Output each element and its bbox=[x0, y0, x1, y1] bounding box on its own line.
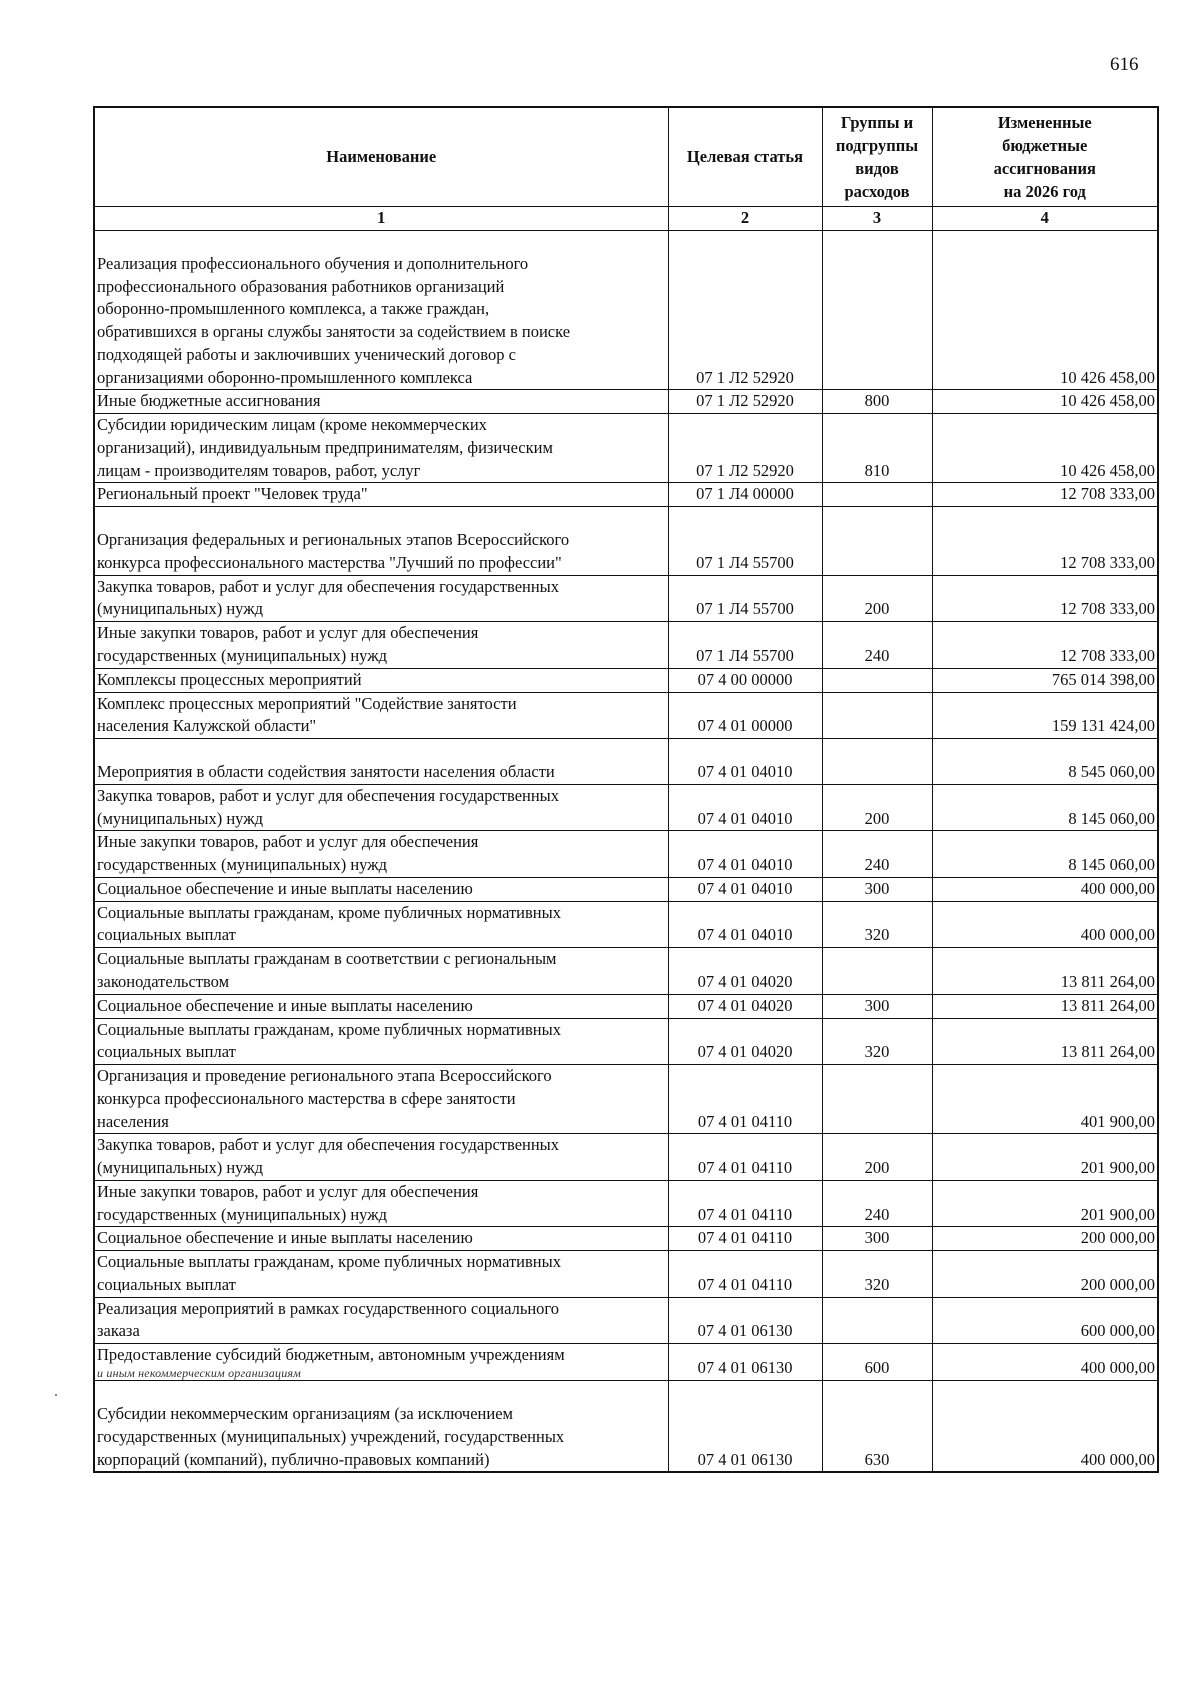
row-expense-group bbox=[822, 1297, 932, 1344]
row-name-line: Социальные выплаты гражданам, кроме публичных нормативных bbox=[97, 902, 561, 922]
row-amount: 200 000,00 bbox=[932, 1251, 1158, 1298]
row-expense-group: 300 bbox=[822, 877, 932, 901]
row-target-code: 07 4 00 00000 bbox=[668, 668, 822, 692]
row-expense-group bbox=[822, 692, 932, 739]
row-amount: 10 426 458,00 bbox=[932, 414, 1158, 483]
row-name-line: Иные закупки товаров, работ и услуг для обеспечения bbox=[97, 623, 479, 643]
row-amount: 13 811 264,00 bbox=[932, 994, 1158, 1018]
row-expense-group bbox=[822, 507, 932, 576]
row-name bbox=[94, 1381, 668, 1473]
row-expense-group bbox=[822, 668, 932, 692]
row-target-code: 07 4 01 04020 bbox=[668, 948, 822, 995]
row-name-line: Реализация профессионального обучения и дополнительного bbox=[97, 253, 529, 273]
row-target-code: 07 4 01 04020 bbox=[668, 1018, 822, 1065]
row-target-code: 07 4 01 00000 bbox=[668, 692, 822, 739]
row-target-code: 07 4 01 06130 bbox=[668, 1381, 822, 1473]
row-name-line: Иные закупки товаров, работ и услуг для обеспечения bbox=[97, 832, 479, 852]
row-expense-group: 240 bbox=[822, 831, 932, 878]
row-name bbox=[94, 831, 668, 878]
header-name: Наименование bbox=[94, 107, 668, 207]
row-name-line: обратившихся в органы службы занятости за содействием в поиске bbox=[97, 322, 571, 342]
row-amount: 400 000,00 bbox=[932, 877, 1158, 901]
row-expense-group: 240 bbox=[822, 1180, 932, 1227]
row-target-code: 07 1 Л4 00000 bbox=[668, 483, 822, 507]
row-target-code: 07 1 Л4 55700 bbox=[668, 507, 822, 576]
table-row bbox=[94, 901, 1158, 948]
row-name-line: Реализация мероприятий в рамках государственного социального bbox=[97, 1298, 560, 1318]
row-name bbox=[94, 1251, 668, 1298]
row-name-line: Мероприятия в области содействия занятости населения области bbox=[97, 762, 555, 782]
row-amount: 200 000,00 bbox=[932, 1227, 1158, 1251]
row-name bbox=[94, 739, 668, 785]
row-target-code: 07 4 01 04010 bbox=[668, 877, 822, 901]
row-expense-group bbox=[822, 483, 932, 507]
row-name-line: Иные закупки товаров, работ и услуг для обеспечения bbox=[97, 1181, 479, 1201]
row-name-line: Субсидии некоммерческим организациям (за исключением bbox=[97, 1404, 513, 1424]
row-name-line: Комплексы процессных мероприятий bbox=[97, 669, 362, 689]
row-target-code: 07 4 01 04010 bbox=[668, 831, 822, 878]
row-name-line: населения bbox=[97, 1111, 169, 1131]
row-amount: 12 708 333,00 bbox=[932, 575, 1158, 622]
row-name-line: государственных (муниципальных) нужд bbox=[97, 855, 387, 875]
header-groups-line: видов bbox=[855, 159, 899, 178]
row-target-code: 07 4 01 04110 bbox=[668, 1134, 822, 1181]
row-name-line: оборонно-промышленного комплекса, а также граждан, bbox=[97, 299, 490, 319]
row-target-code: 07 1 Л2 52920 bbox=[668, 230, 822, 390]
table-row bbox=[94, 948, 1158, 995]
row-expense-group bbox=[822, 230, 932, 390]
row-name bbox=[94, 414, 668, 483]
row-name bbox=[94, 901, 668, 948]
row-amount: 12 708 333,00 bbox=[932, 483, 1158, 507]
row-name bbox=[94, 575, 668, 622]
row-name-line: организациями оборонно-промышленного комплекса bbox=[97, 367, 473, 387]
table-row bbox=[94, 994, 1158, 1018]
row-name bbox=[94, 784, 668, 831]
row-name-line: населения Калужской области" bbox=[97, 716, 317, 736]
row-target-code: 07 1 Л2 52920 bbox=[668, 414, 822, 483]
table-row bbox=[94, 831, 1158, 878]
row-name-line: Закупка товаров, работ и услуг для обеспечения государственных bbox=[97, 1135, 560, 1155]
row-name-line: (муниципальных) нужд bbox=[97, 599, 264, 619]
row-target-code: 07 4 01 04010 bbox=[668, 739, 822, 785]
row-name bbox=[94, 1018, 668, 1065]
row-name-line: Социальные выплаты гражданам, кроме публичных нормативных bbox=[97, 1019, 561, 1039]
row-name bbox=[94, 390, 668, 414]
row-expense-group: 630 bbox=[822, 1381, 932, 1473]
row-name bbox=[94, 1344, 668, 1381]
row-amount: 12 708 333,00 bbox=[932, 507, 1158, 576]
table-row bbox=[94, 784, 1158, 831]
table-row bbox=[94, 1297, 1158, 1344]
row-name bbox=[94, 1297, 668, 1344]
row-amount: 13 811 264,00 bbox=[932, 1018, 1158, 1065]
row-target-code: 07 1 Л4 55700 bbox=[668, 575, 822, 622]
row-expense-group bbox=[822, 948, 932, 995]
table-row bbox=[94, 1381, 1158, 1473]
row-name-line: Региональный проект "Человек труда" bbox=[97, 484, 368, 504]
scan-speck bbox=[55, 1394, 57, 1396]
row-target-code: 07 4 01 04110 bbox=[668, 1180, 822, 1227]
row-name-line: лицам - производителям товаров, работ, услуг bbox=[97, 460, 421, 480]
row-amount: 201 900,00 bbox=[932, 1180, 1158, 1227]
header-alloc-line: бюджетные bbox=[1002, 135, 1088, 155]
row-amount: 8 145 060,00 bbox=[932, 784, 1158, 831]
row-name-line: конкурса профессионального мастерства "Лучший по профессии" bbox=[97, 552, 562, 572]
table-header bbox=[94, 107, 1158, 230]
row-name-line: Социальное обеспечение и иные выплаты населению bbox=[97, 995, 473, 1015]
row-target-code: 07 4 01 06130 bbox=[668, 1297, 822, 1344]
row-target-code: 07 4 01 04020 bbox=[668, 994, 822, 1018]
row-name bbox=[94, 877, 668, 901]
row-expense-group: 200 bbox=[822, 784, 932, 831]
table-row bbox=[94, 668, 1158, 692]
row-name-line: социальных выплат bbox=[97, 1274, 236, 1294]
row-target-code: 07 4 01 06130 bbox=[668, 1344, 822, 1381]
row-name-line: Комплекс процессных мероприятий "Содействие занятости bbox=[97, 693, 517, 713]
table-row bbox=[94, 877, 1158, 901]
table-row bbox=[94, 1251, 1158, 1298]
row-name bbox=[94, 948, 668, 995]
table-row bbox=[94, 507, 1158, 576]
table-row bbox=[94, 1180, 1158, 1227]
header-col-number: 2 bbox=[668, 207, 822, 231]
row-expense-group: 600 bbox=[822, 1344, 932, 1381]
row-expense-group: 320 bbox=[822, 1251, 932, 1298]
row-name bbox=[94, 1227, 668, 1251]
row-amount: 400 000,00 bbox=[932, 1344, 1158, 1381]
row-name-line: профессионального образования работников организаций bbox=[97, 276, 505, 296]
header-groups-line: Группы и bbox=[840, 112, 914, 132]
row-target-code: 07 4 01 04010 bbox=[668, 784, 822, 831]
row-expense-group: 320 bbox=[822, 1018, 932, 1065]
row-name-line: Организация федеральных и региональных этапов Всероссийского bbox=[97, 530, 570, 550]
row-name-line: социальных выплат bbox=[97, 1042, 236, 1062]
header-col-number: 4 bbox=[932, 207, 1158, 231]
row-name bbox=[94, 1134, 668, 1181]
row-target-code: 07 1 Л4 55700 bbox=[668, 622, 822, 669]
table-row bbox=[94, 739, 1158, 785]
row-name-line: государственных (муниципальных) учреждений, государственных bbox=[97, 1426, 565, 1446]
row-name-line: (муниципальных) нужд bbox=[97, 808, 264, 828]
row-name-line: (муниципальных) нужд bbox=[97, 1158, 264, 1178]
row-expense-group: 240 bbox=[822, 622, 932, 669]
row-target-code: 07 4 01 04110 bbox=[668, 1065, 822, 1134]
table-row bbox=[94, 575, 1158, 622]
table-row bbox=[94, 1134, 1158, 1181]
row-amount: 600 000,00 bbox=[932, 1297, 1158, 1344]
row-target-code: 07 4 01 04110 bbox=[668, 1227, 822, 1251]
table-row bbox=[94, 390, 1158, 414]
table-row bbox=[94, 1344, 1158, 1381]
table-row bbox=[94, 414, 1158, 483]
row-expense-group bbox=[822, 739, 932, 785]
header-alloc-line: на 2026 год bbox=[1003, 182, 1086, 202]
row-expense-group: 300 bbox=[822, 994, 932, 1018]
row-amount: 400 000,00 bbox=[932, 1381, 1158, 1473]
table-row bbox=[94, 622, 1158, 669]
row-name-line: Предоставление субсидий бюджетным, автономным учреждениям bbox=[97, 1345, 565, 1365]
row-amount: 159 131 424,00 bbox=[932, 692, 1158, 739]
row-name-line: Организация и проведение регионального этапа Всероссийского bbox=[97, 1066, 552, 1086]
row-amount: 10 426 458,00 bbox=[932, 390, 1158, 414]
budget-table bbox=[93, 106, 1159, 1473]
row-amount: 765 014 398,00 bbox=[932, 668, 1158, 692]
row-target-code: 07 4 01 04010 bbox=[668, 901, 822, 948]
row-expense-group: 810 bbox=[822, 414, 932, 483]
row-name bbox=[94, 483, 668, 507]
page-number: 616 bbox=[1110, 54, 1139, 75]
row-amount: 10 426 458,00 bbox=[932, 230, 1158, 390]
header-groups-line: расходов bbox=[844, 182, 910, 202]
row-name bbox=[94, 1180, 668, 1227]
row-expense-group: 320 bbox=[822, 901, 932, 948]
row-name-line: Социальное обеспечение и иные выплаты населению bbox=[97, 1228, 473, 1248]
table-row bbox=[94, 1227, 1158, 1251]
row-expense-group: 300 bbox=[822, 1227, 932, 1251]
table-row bbox=[94, 1065, 1158, 1134]
row-expense-group: 200 bbox=[822, 575, 932, 622]
row-name-line: Субсидии юридическим лицам (кроме некоммерческих bbox=[97, 415, 487, 435]
header-expense-groups bbox=[822, 107, 932, 207]
row-name bbox=[94, 668, 668, 692]
row-name-line: социальных выплат bbox=[97, 925, 236, 945]
row-name-line: Закупка товаров, работ и услуг для обеспечения государственных bbox=[97, 785, 560, 805]
row-name-line: Закупка товаров, работ и услуг для обеспечения государственных bbox=[97, 576, 560, 596]
table-row bbox=[94, 230, 1158, 390]
row-name bbox=[94, 692, 668, 739]
row-name-line: организаций), индивидуальным предпринимателям, физическим bbox=[97, 437, 553, 457]
row-name bbox=[94, 1065, 668, 1134]
header-groups-line: подгруппы bbox=[835, 135, 919, 155]
table-body bbox=[94, 230, 1158, 1472]
row-expense-group: 200 bbox=[822, 1134, 932, 1181]
row-amount: 13 811 264,00 bbox=[932, 948, 1158, 995]
header-alloc-line: Измененные bbox=[997, 112, 1092, 132]
row-name bbox=[94, 230, 668, 390]
row-name-line: законодательством bbox=[97, 971, 230, 991]
row-expense-group bbox=[822, 1065, 932, 1134]
row-amount: 201 900,00 bbox=[932, 1134, 1158, 1181]
row-name bbox=[94, 622, 668, 669]
row-amount: 400 000,00 bbox=[932, 901, 1158, 948]
header-allocations bbox=[932, 107, 1158, 207]
header-col-number: 3 bbox=[822, 207, 932, 231]
table-row bbox=[94, 483, 1158, 507]
header-col-number: 1 bbox=[94, 207, 668, 231]
row-name-line: заказа bbox=[97, 1321, 140, 1341]
header-alloc-line: ассигнования bbox=[993, 159, 1096, 178]
row-name-line: Социальное обеспечение и иные выплаты населению bbox=[97, 878, 473, 898]
table-row bbox=[94, 692, 1158, 739]
row-name-line: государственных (муниципальных) нужд bbox=[97, 1204, 387, 1224]
row-amount: 8 545 060,00 bbox=[932, 739, 1158, 785]
row-name-line: подходящей работы и заключивших ученический договор с bbox=[97, 344, 516, 364]
row-name-line: Иные бюджетные ассигнования bbox=[97, 391, 321, 411]
row-expense-group: 800 bbox=[822, 390, 932, 414]
row-name-line: государственных (муниципальных) нужд bbox=[97, 646, 387, 666]
row-name-line: Социальные выплаты гражданам, кроме публичных нормативных bbox=[97, 1252, 561, 1272]
row-name bbox=[94, 507, 668, 576]
row-target-code: 07 1 Л2 52920 bbox=[668, 390, 822, 414]
row-name-line: корпораций (компаний), публично-правовых компаний) bbox=[97, 1449, 490, 1469]
row-amount: 12 708 333,00 bbox=[932, 622, 1158, 669]
row-name-line: Социальные выплаты гражданам в соответствии с региональным bbox=[97, 949, 557, 969]
row-name-line: конкурса профессионального мастерства в сфере занятости bbox=[97, 1088, 516, 1108]
row-target-code: 07 4 01 04110 bbox=[668, 1251, 822, 1298]
table-row bbox=[94, 1018, 1158, 1065]
row-amount: 8 145 060,00 bbox=[932, 831, 1158, 878]
header-target-article: Целевая статья bbox=[668, 107, 822, 207]
row-amount: 401 900,00 bbox=[932, 1065, 1158, 1134]
row-name bbox=[94, 994, 668, 1018]
row-name-overprint: и иным некоммерческим организациям bbox=[97, 1365, 302, 1380]
